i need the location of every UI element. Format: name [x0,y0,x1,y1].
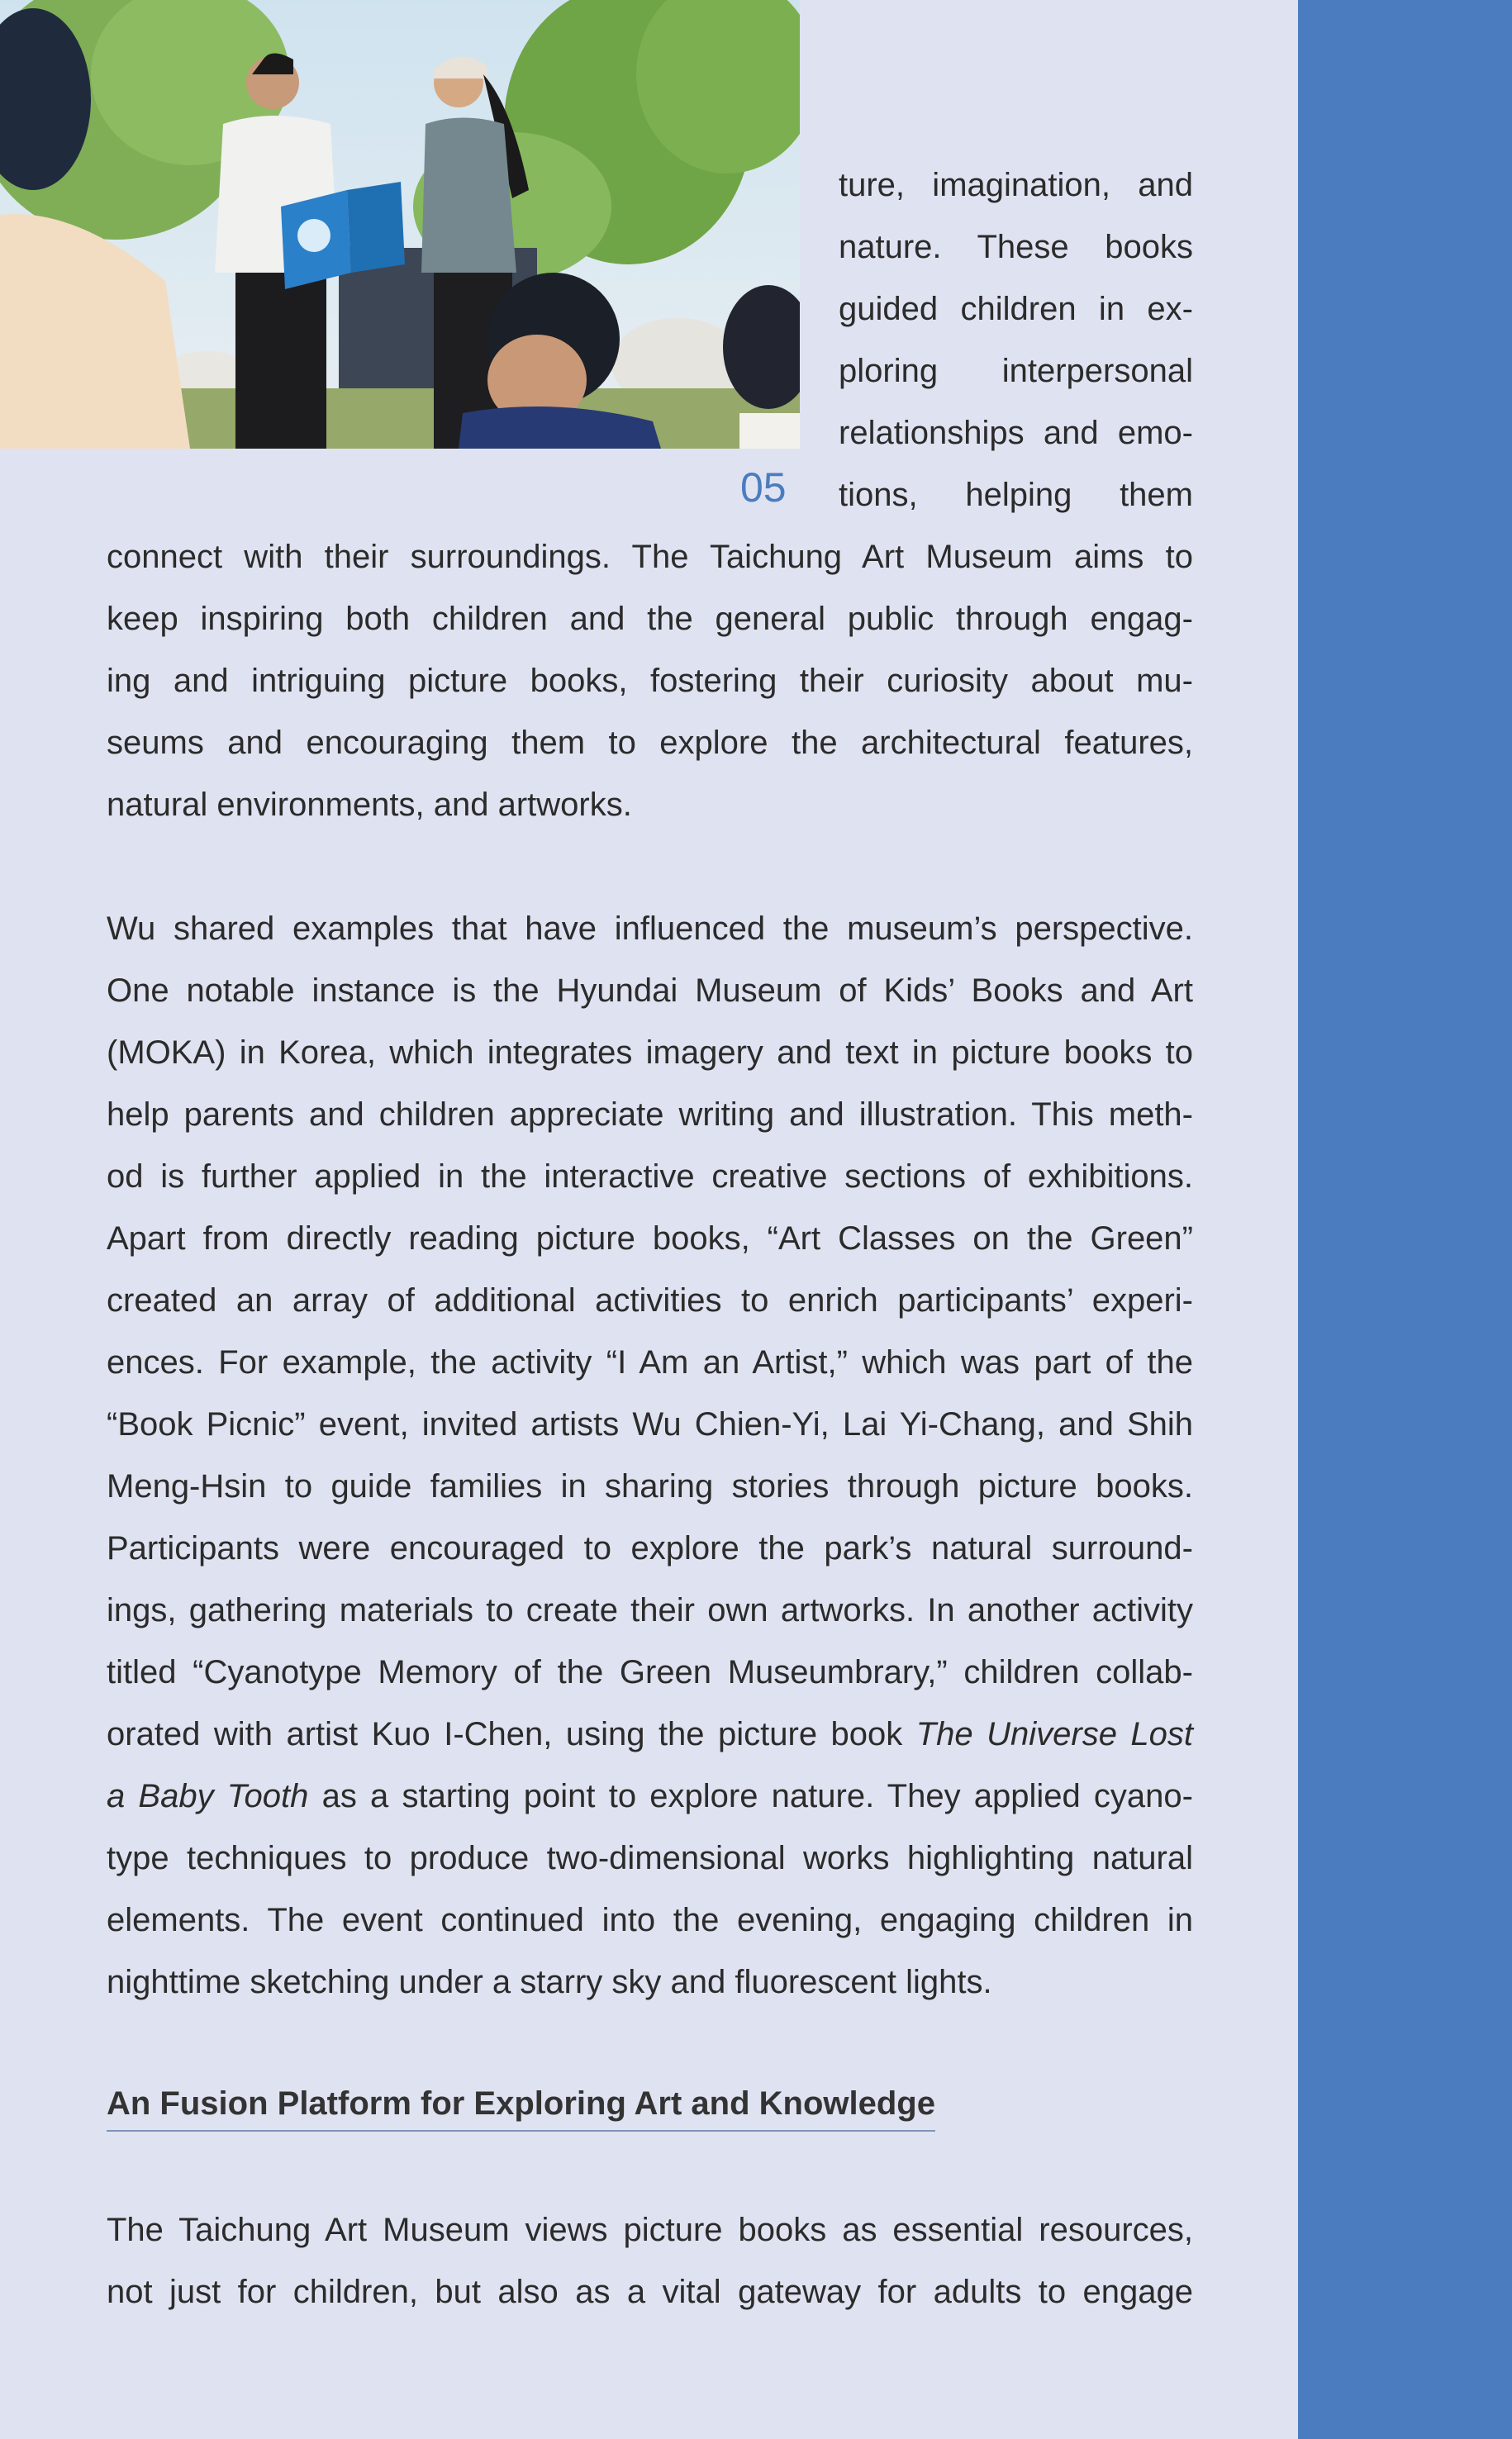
side-color-bar [1298,0,1512,2439]
text-line: (MOKA) in Korea, which integrates imagery and text in picture books to [107,1034,1193,1071]
photo-storytelling-event [0,0,800,449]
text-line: Apart from directly reading picture books, “Art Classes on the Green” [107,1220,1193,1257]
text-line: ing and intriguing picture books, fostering their curiosity about mu- [107,663,1193,699]
text-run: as a starting point to explore nature. They applied cyano- [308,1778,1193,1814]
text-line-mixed [107,1766,1193,1828]
paragraph-1 [107,526,1193,836]
paragraph-3 [107,2199,1193,2323]
text-line: nighttime sketching under a starry sky and fluorescent lights. [107,1964,992,2000]
intro-wrapped-text [839,155,1193,526]
section-heading: An Fusion Platform for Exploring Art and Knowledge [107,2082,935,2132]
text-line: ture, imagination, and [839,167,1193,203]
text-line: od is further applied in the interactive creative sections of exhibitions. [107,1158,1193,1195]
book-title-italic: The Universe Lost [915,1716,1193,1752]
text-line: relationships and emo- [839,415,1193,451]
text-line: help parents and children appreciate writing and illustration. This meth- [107,1096,1193,1133]
text-line: type techniques to produce two-dimensional works highlighting natural [107,1840,1193,1876]
text-line: natural environments, and artworks. [107,787,632,823]
text-line: nature. These books [839,229,1193,265]
text-line: created an array of additional activities to enrich participants’ experi- [107,1282,1193,1319]
text-run: orated with artist Kuo I-Chen, using the picture book [107,1716,916,1752]
text-line: ences. For example, the activity “I Am an Artist,” which was part of the [107,1344,1193,1381]
figure-number: 05 [740,464,787,511]
text-line: elements. The event continued into the evening, engaging children in [107,1902,1193,1938]
text-line: titled “Cyanotype Memory of the Green Museumbrary,” children collab- [107,1654,1193,1690]
book-title-italic: a Baby Tooth [107,1778,309,1814]
text-line: connect with their surroundings. The Taichung Art Museum aims to [107,539,1193,575]
text-line: The Taichung Art Museum views picture books as essential resources, [107,2212,1193,2248]
outdoor-reading-photo-icon [0,0,800,449]
text-line: Wu shared examples that have influenced the museum’s perspective. [107,910,1193,947]
text-line: Meng-Hsin to guide families in sharing stories through picture books. [107,1468,1193,1505]
text-line: “Book Picnic” event, invited artists Wu Chien-Yi, Lai Yi-Chang, and Shih [107,1406,1193,1443]
text-line: ploring interpersonal [839,353,1193,389]
text-line: Participants were encouraged to explore the park’s natural surround- [107,1530,1193,1567]
paragraph-2 [107,898,1193,2013]
text-line: keep inspiring both children and the general public through engag- [107,601,1193,637]
text-line-mixed [107,1704,1193,1766]
text-line: One notable instance is the Hyundai Museum of Kids’ Books and Art [107,972,1193,1009]
text-line: ings, gathering materials to create their own artworks. In another activity [107,1592,1193,1628]
text-line: not just for children, but also as a vital gateway for adults to engage [107,2274,1193,2310]
text-line: tions, helping them [839,477,1193,513]
text-line: guided children in ex- [839,291,1193,327]
text-line: seums and encouraging them to explore the architectural features, [107,725,1193,761]
